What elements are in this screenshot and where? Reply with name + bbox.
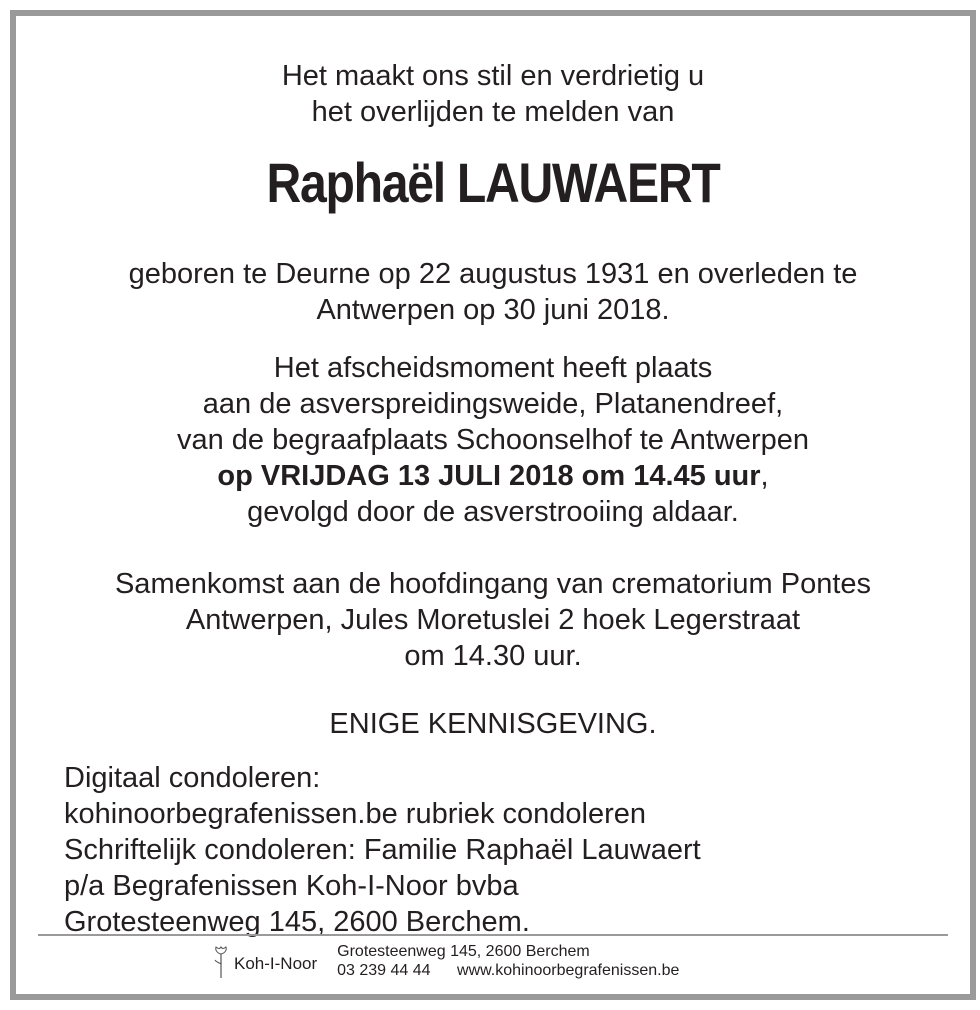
- condolences-line-1: Digitaal condoleren:: [64, 762, 321, 794]
- gathering-line-1: Samenkomst aan de hoofdingang van crematorium Pontes: [114, 568, 872, 600]
- funeral-home-logo: [212, 944, 317, 980]
- ceremony-block: [16, 350, 970, 530]
- notice-block: [16, 706, 970, 742]
- condolences-line-3: Schriftelijk condoleren: Familie Raphaël Lauwaert: [64, 834, 701, 866]
- birth-death-block: [16, 256, 970, 328]
- name-block: [16, 148, 970, 218]
- ceremony-line-1: Het afscheidsmoment heeft plaats: [273, 352, 713, 384]
- footer-address: Grotesteenweg 145, 2600 Berchem: [337, 943, 590, 960]
- intro-line-1: Het maakt ons stil en verdrietig u: [281, 60, 705, 92]
- gathering-line-2: Antwerpen, Jules Moretuslei 2 hoek Legerstraat: [185, 604, 801, 636]
- condolences-line-5: Grotesteenweg 145, 2600 Berchem.: [64, 906, 530, 938]
- footer-divider: [38, 934, 948, 936]
- ceremony-line-2: aan de asverspreidingsweide, Platanendreef,: [202, 388, 784, 420]
- intro-block: [16, 58, 970, 130]
- footer-contact: [337, 942, 679, 980]
- deceased-name: Raphaël LAUWAERT: [266, 151, 720, 214]
- footer-contact-row: [337, 961, 679, 980]
- birth-line-2: Antwerpen op 30 juni 2018.: [316, 294, 670, 326]
- gathering-block: [16, 566, 970, 674]
- gathering-line-3: om 14.30 uur.: [404, 640, 582, 672]
- ceremony-line-3: van de begraafplaats Schoonselhof te Antwerpen: [176, 424, 809, 456]
- footer-website[interactable]: www.kohinoorbegrafenissen.be: [457, 962, 680, 979]
- ceremony-date-suffix: ,: [760, 460, 769, 492]
- intro-line-2: het overlijden te melden van: [311, 96, 675, 128]
- condolences-line-2: kohinoorbegrafenissen.be rubriek condoleren: [64, 798, 646, 830]
- condolences-line-4: p/a Begrafenissen Koh-I-Noor bvba: [64, 870, 519, 902]
- ceremony-date-line: [16, 458, 970, 494]
- birth-line-1: geboren te Deurne op 22 augustus 1931 en overleden te: [128, 258, 858, 290]
- condolences-block: [64, 760, 701, 940]
- ceremony-date: op VRIJDAG 13 JULI 2018 om 14.45 uur: [217, 460, 761, 492]
- logo-text: Koh-I-Noor: [234, 954, 318, 973]
- flower-icon: [212, 944, 230, 980]
- footer-phone: 03 239 44 44: [337, 962, 431, 979]
- notice-frame: [10, 10, 976, 1000]
- ceremony-line-5: gevolgd door de asverstrooiing aldaar.: [247, 496, 739, 528]
- funeral-home-footer: [212, 942, 679, 988]
- notice-text: ENIGE KENNISGEVING.: [329, 708, 657, 740]
